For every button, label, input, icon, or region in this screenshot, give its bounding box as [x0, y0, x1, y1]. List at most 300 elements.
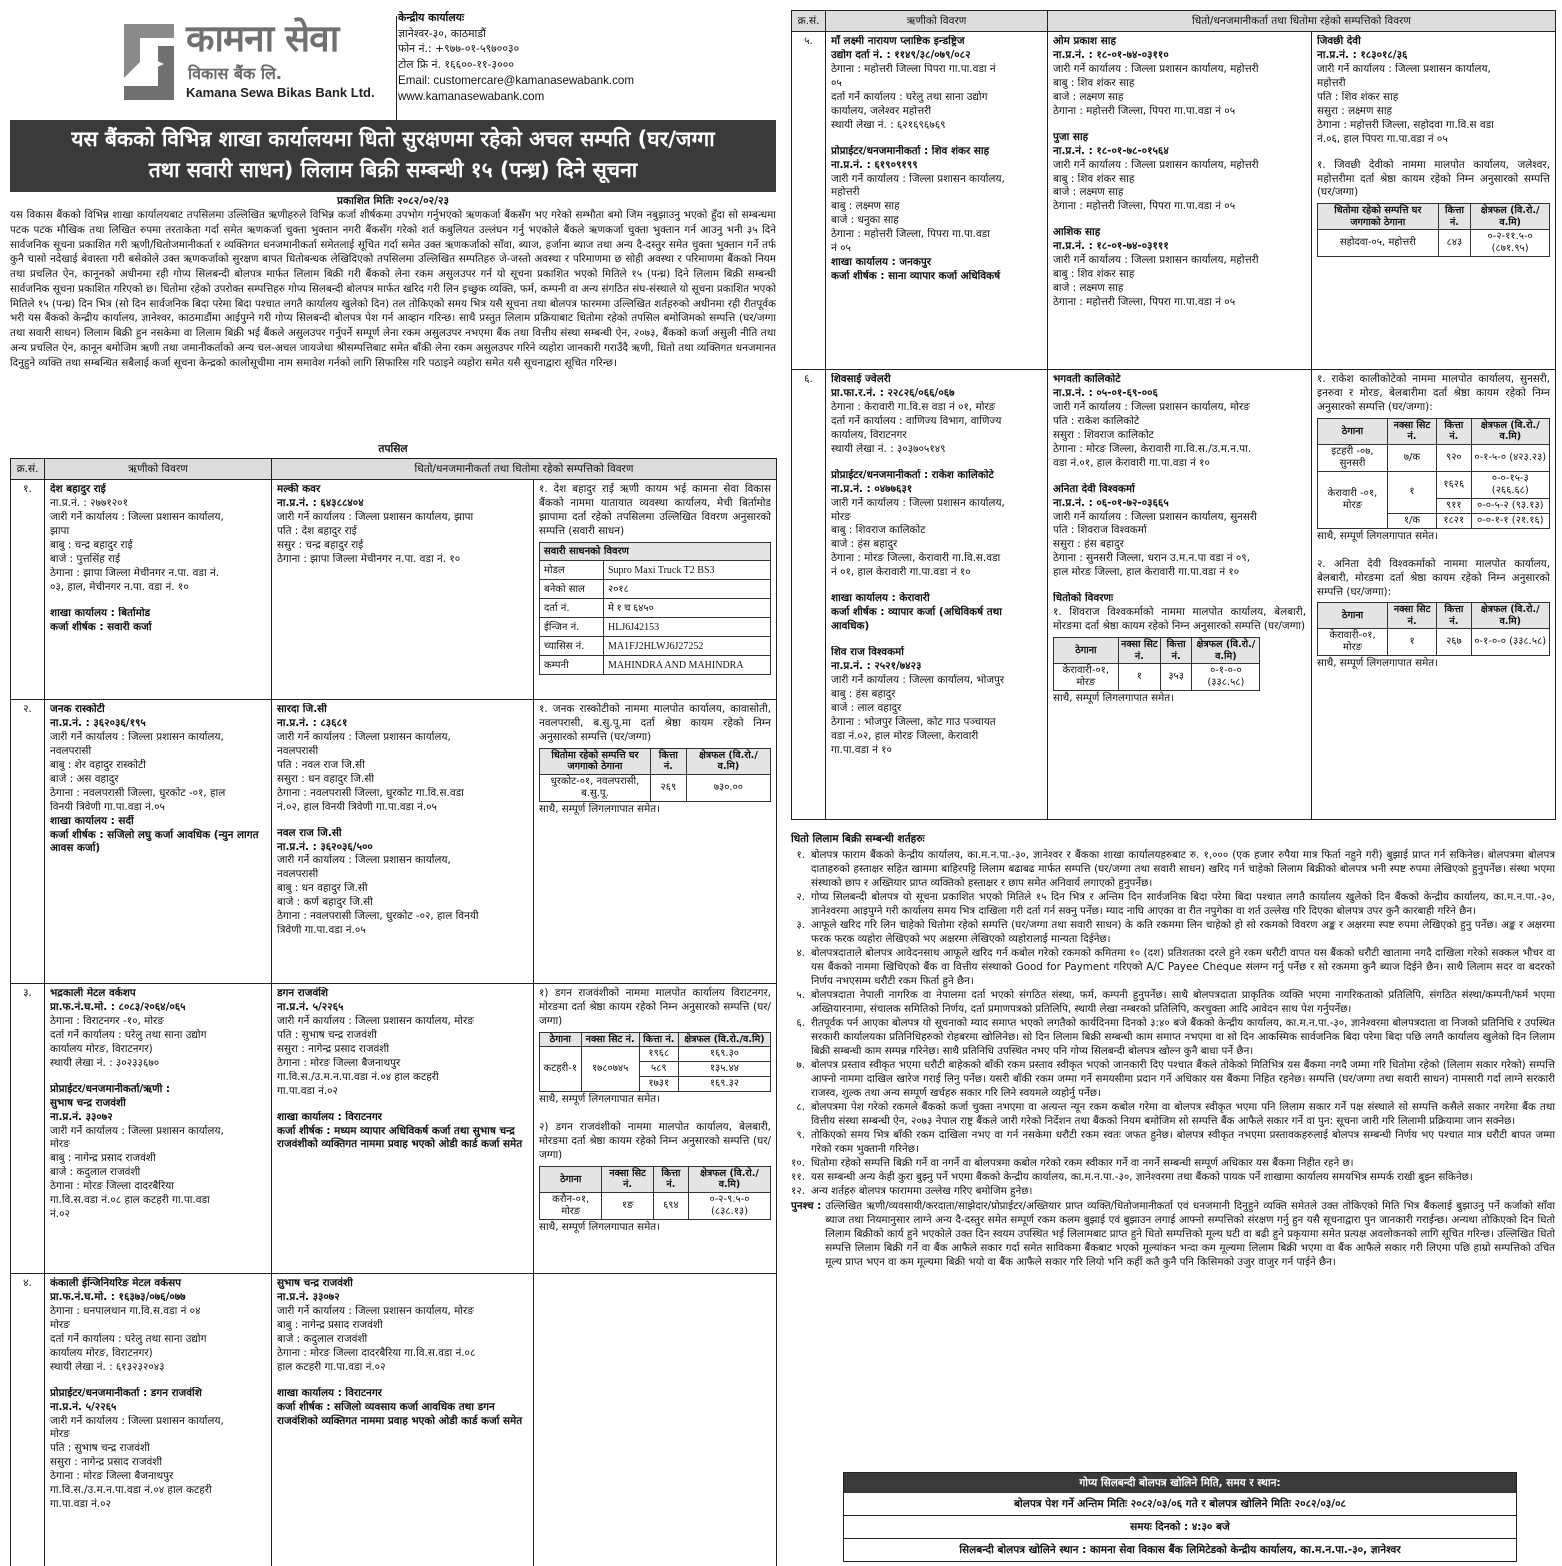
detail-line: बाबु : नागेन्द्र प्रसाद राजवंशी — [50, 1152, 156, 1165]
detail-line: ससुर : चन्द्र बहादुर राई — [277, 538, 364, 551]
detail-line: गा.पा.वडा नं.०२ — [50, 1498, 111, 1511]
conditions-list — [791, 848, 1555, 1198]
property-cell: कटहरी-१ — [540, 1047, 582, 1092]
detail-line: ठेगाना : धनपालथान गा.वि.स.वडा नं ०४ — [50, 1304, 201, 1317]
detail-line: जारी गर्ने कार्यालय : जिल्ला प्रशासन कार्यालय, — [50, 510, 224, 523]
punashcha-label: पुनश्च : — [791, 1200, 822, 1213]
office-title: केन्द्रीय कार्यालयः — [398, 11, 465, 24]
detail-line: ना.प्र.नं. : ३६२०३६/५०० — [277, 840, 373, 853]
guarantor-details — [1048, 370, 1312, 820]
detail-line: ठेगाना : झापा जिल्ला मेचीनगर न.पा. वडा नं. १० — [277, 552, 461, 565]
detail-line: जारी गर्ने कार्यालय : जिल्ला प्रशासन कार्यालय, — [277, 730, 451, 743]
detail-line: शाखा कार्यालय : विराटनगर — [277, 1386, 382, 1399]
condition-item — [791, 988, 1555, 1016]
detail-line: कार्यालय मोरङ, विराटनगर) — [50, 1346, 153, 1359]
guarantor-details-2 — [1317, 35, 1550, 147]
condition-item — [791, 848, 1555, 890]
condition-item — [791, 946, 1555, 988]
condition-text: तोकिएको समय भित्र बाँकी रकम दाखिला नभए वा गर्न नसकेमा धरौटी रकम स्वतः जफत हुनेछ। बोलपत्र स्वीकृत नभएमा प्रस्तावकहरुलाई बोलपत्र सम्बन्धी निर्णय भए पश्चात मात्र धरौटी बापत जम्मा गरेको रकम भुक्तानी गरिनेछ। — [811, 1129, 1555, 1156]
office-address: ज्ञानेश्वर-३०, काठमाडौं — [398, 26, 486, 40]
detail-line: ना.प्र.नं. ३३०७२ — [277, 1291, 340, 1303]
detail-line: प्रोप्राईटर/धनजमानीकर्ता/ऋणी : — [50, 1082, 171, 1095]
legal-note-2: साथै, सम्पूर्ण लिगलगापात समेत। — [1317, 657, 1439, 670]
property-description: १. जिवछी देवीको नाममा मालपोत कार्यालय, जलेश्वर, महोत्तरीमा दर्ता श्रेष्ठा कायम रहेको निम्न अनुसारको सम्पत्ति (घर/जग्गा) — [1317, 158, 1550, 199]
detail-line: पति : शिव शंकर साह — [1317, 90, 1399, 103]
spacer — [50, 1375, 266, 1387]
table-row — [11, 1274, 777, 1566]
punashcha-paragraph — [791, 1199, 1555, 1269]
detail-line: प्रोप्राईटर/धनजमानीकर्ता : राकेश कालिकोटे — [831, 468, 994, 481]
property-cell: धुरकोट-०१, नवलपरासी, ब.सु.पू. — [540, 774, 651, 801]
condition-number: १. — [796, 849, 805, 862]
detail-line: दर्ता गर्ने कार्यालय : वाणिज्य विभाग, वाणिज्य — [831, 414, 1002, 427]
ptable-col-area: क्षेत्रफल (वि.रो./व.मि) — [1471, 603, 1549, 629]
condition-item — [791, 1184, 1555, 1198]
detail-line: ठेगाना : केरावारी गा.वि.स वडा नं ०१, मोरङ — [831, 400, 996, 413]
detail-line: कार्यालय, विराटनगर — [831, 428, 907, 441]
condition-number: ५. — [796, 989, 805, 1002]
property-row — [540, 1047, 771, 1062]
borrower-details — [45, 480, 272, 700]
detail-line: बाजे : लक्ष्मण साह — [1053, 186, 1124, 199]
header-divider — [396, 16, 397, 120]
guarantor-list — [1053, 373, 1306, 606]
detail-line: ठेगाना : मोरङ जिल्ला बैजनाथपुर — [277, 1056, 401, 1069]
notice-title-banner — [10, 120, 776, 192]
property-cell: १७३१ — [639, 1077, 678, 1092]
condition-text: बोलपत्रदाता नेपाली नागरिक वा नेपालमा दर्ता भएको संगठित संस्था, फर्म, कम्पनी हुनुपर्नेछ। साथै बोलपत्रदाता प्राकृतिक व्यक्ति भएमा नागरिकताको प्रतिलिपि, संगठित संस्था/कम्पनी/फर्म भएमा अख्तियारनामा, संचालक समितिको निर्णय, दर्ता प्रमाणपत्रको प्रतिलिपि, स्थायी लेखा नम्बरको प्रतिलिपि, करचुक्ता आदि आवेदन साथ पेश गर्नुपर्नेछ। — [811, 989, 1555, 1016]
borrower-details — [45, 700, 272, 984]
property-cell: ५८९ — [639, 1062, 678, 1077]
detail-line: कार्यालय, जलेश्वर महोत्तरी — [831, 104, 932, 117]
spacer — [1053, 580, 1306, 592]
property-cell: ०-१-०-० (३३८.५८) — [1471, 629, 1549, 656]
property-cell: केरावारी-०१, मोरङ — [1054, 664, 1119, 691]
property-cell: ०-२-११.५-० (८७१.९५) — [1471, 230, 1550, 257]
property-description: १. राकेश कालीकोटेको नाममा मालपोत कार्यालय, सुनसरी, इनरुवा र मोरङ, बेलबारीमा दर्ता श्रेष्ठा कायम रहेको निम्न अनुसारको सम्पत्ति (घर/जग्गा): — [1317, 373, 1550, 413]
legal-note: साथै, सम्पूर्ण लिगलगापात समेत। — [539, 802, 661, 815]
detail-line: ठेगाना : मोरङ जिल्ला, केरावारी गा.वि.स./उ.म.न.पा. — [1053, 442, 1252, 455]
detail-line: जारी गर्ने कार्यालय : जिल्ला प्रशासन कार्यालय, — [831, 172, 1005, 185]
detail-line: महोत्तरी — [1317, 76, 1346, 89]
legal-note: साथै, सम्पूर्ण लिगलगापात समेत। — [1053, 692, 1175, 704]
row-number: ४. — [11, 1274, 45, 1566]
detail-line: बाबु : शेर वहादुर रास्कोटी — [50, 758, 146, 771]
detail-line: हाल कटहरी गा.पा.वडा नं.०२ — [277, 1360, 386, 1373]
detail-line: ठेगाना : महोत्तरी जिल्ला, पिपरा गा.पा.वडा नं ०५ — [1053, 104, 1236, 117]
detail-line: शाखा कार्यालय : बिर्तामोड — [50, 606, 151, 619]
col-guarantor: धितो/धनजमानीकर्ता तथा धितोमा रहेको सम्पत्तिको विवरण — [1048, 11, 1556, 32]
condition-number: ११. — [791, 1171, 805, 1184]
condition-text: रीतपूर्वक पर्न आएका बोलपत्र यो सूचनाको म्याद समाप्त भएको लगतैको कार्यदिनमा दिनको ३:४० बजे बैंकको केन्द्रीय कार्यालय, का.म.न.पा.-३०, ज्ञानेश्वरमा बोलपत्रदाता वा निजको प्रतिनिधि र उपस्थित सरकारी कार्यालयका प्रतिनिधिहरुको रोहबरमा खोलिनेछ। सो दिन लिलाम बिक्री सम्बन्धी काम समाप्त नभएमा वा सो दिन आकस्मिक सार्वजनिक बिदा परेमा बिदा पछि लगतै कार्यालय खुलेको दिन लिलाम बिक्री सम्बन्धी काम सम्पन्न गरिनेछ। साथै प्रतिनिधि उपस्थित नभए पनि गोप्य सिलबन्दी बोलपत्र खोल्न कुनै बाधा पर्ने छैन। — [811, 1017, 1555, 1058]
property-cell: ७/क — [1387, 444, 1436, 471]
detail-line: नवलपरासी — [50, 744, 92, 757]
detail-line: शाखा कार्यालय : केरावारी — [831, 592, 930, 605]
detail-line: ना.प्र.नं. : २७७१२०१ — [50, 497, 128, 509]
legal-note: साथै, सम्पूर्ण लिगलगापात समेत। — [1317, 529, 1439, 542]
detail-line: बाजे : धनुका साह — [831, 214, 899, 227]
detail-line: ठेगाना : महोत्तरी जिल्ला, पिपरा गा.पा.वडा नं ०५ — [1053, 296, 1236, 308]
notice-title-line1: यस बैंकको विभिन्न शाखा कार्यालयमा धितो सुरक्षणमा रहेको अचल सम्पति (घर/जग्गा — [71, 127, 715, 151]
property-table-2 — [1317, 602, 1550, 656]
detail-line: ससुरा : नागेन्द्र प्रसाद राजवंशी — [50, 1456, 163, 1469]
detail-line: ठेगाना : भोजपुर जिल्ला, कोट गाउ पञ्चायत — [831, 715, 996, 728]
detail-line: जारी गर्ने कार्यालय : जिल्ला प्रशासन कार्यालय, महोत्तरी — [1053, 254, 1259, 267]
detail-line: मोरङ — [50, 1428, 70, 1441]
vehicle-field-value: २०१८ — [604, 580, 771, 599]
ptable-col-map: नक्सा सिट नं. — [1388, 603, 1437, 629]
detail-line: पति : राकेश कालिकोटे — [1053, 414, 1140, 427]
property-cell: १७८०७४५ — [581, 1047, 639, 1092]
detail-line: जारी गर्ने कार्यालय : जिल्ला प्रशासन कार्यालय, मोरङ — [277, 1304, 474, 1317]
property-cell: १९६८ — [639, 1047, 678, 1062]
spacer — [277, 1375, 528, 1387]
spacer — [831, 133, 1042, 145]
detail-line: गा.वि.स.वडा नं.०८ हाल कटहरी गा.पा.वडा — [50, 1194, 210, 1207]
detail-line: जारी गर्ने कार्यालय : जिल्ला प्रशासन कार्यालय, — [50, 1124, 224, 1137]
detail-line: ना.प्र.नं. : १८-०१-७८-०१५६४ — [1053, 144, 1169, 157]
property-cell: १६९.३२ — [678, 1077, 770, 1092]
vehicle-row — [540, 599, 771, 618]
spacer — [831, 634, 1042, 646]
spacer — [1053, 471, 1306, 483]
property-cell: २६७ — [1437, 629, 1471, 656]
condition-text: यस सम्बन्धी अन्य केही कुरा बुझ्नु पर्ने भएमा बैंकको केन्द्रीय कार्यालय, का.म.न.पा.-३०, ज्ञानेश्वरमा तथा बैंकको पायक पर्ने शाखामा कार्यालय समयभित्र सम्पर्क राखी बुझ्न सकिनेछ। — [811, 1171, 1473, 1184]
detail-line: जारी गर्ने कार्यालय : जिल्ला प्रशासन कार्यालय, महोत्तरी — [1053, 158, 1259, 171]
detail-line: ना.प्र.नं. : १८-०१-७४-०३१११ — [1053, 240, 1169, 253]
auction-conditions — [791, 832, 1555, 1269]
auction-table-right — [791, 10, 1556, 820]
row-number: १. — [11, 480, 45, 700]
borrower-details — [826, 370, 1048, 820]
property-cell: ७३०.०० — [686, 774, 770, 801]
property-row — [540, 1192, 771, 1219]
detail-line: ठेगाना : महोत्तरी जिल्ला पिपरा गा.पा.वडा नं — [831, 62, 996, 75]
spacer — [277, 1099, 528, 1111]
condition-number: ९. — [796, 1129, 805, 1142]
ptable-col-kitta: कित्ता नं. — [1437, 418, 1472, 444]
ptable-col-place: ठेगाना — [1054, 638, 1119, 664]
detail-line: गा.वि.स./उ.म.न.पा.वडा नं.०४ हाल कटहरी — [50, 1484, 212, 1497]
detail-line: मल्की कवर — [277, 483, 321, 496]
detail-line: जारी गर्ने कार्यालय : जिल्ला प्रशासन कार्यालय, महोत्तरी — [1053, 62, 1259, 75]
detail-line: बाबु : नागेन्द्र प्रसाद राजवंशी — [277, 1318, 383, 1331]
property-cell: ०-०-५-२ (९३.१३) — [1471, 498, 1549, 513]
property-cell: १३५.४४ — [678, 1062, 770, 1077]
property-cell: १ — [1387, 471, 1436, 513]
detail-line: ना.प्र.नं. : ०६-०१-७२-०३६६५ — [1053, 496, 1169, 509]
detail-line: उद्योग दर्ता नं. : ११४९/३८/०७९/०८२ — [831, 49, 971, 61]
ptable-col-area: क्षेत्रफल (वि.रो./व.मि) — [1471, 418, 1549, 444]
detail-line: सुभाष चन्द्र राजवंशी — [277, 1277, 353, 1290]
ptable-col-place: ठेगाना — [540, 1166, 602, 1192]
condition-text: बोलपत्र फाराम बैंकको केन्द्रीय कार्यालय, का.म.न.पा.-३०, ज्ञानेश्वर र बैंकका शाखा कार्यालयहरुबाट रु. १,००० (एक हजार रुपैया मात्र फिर्ता नहुने गरी) बुझाई प्राप्त गर्न सकिनेछ। बोलपत्रमा बोलपत्र दाताहरुको हस्ताक्षर सहित खाममा बाहिरपट्टि लिलाम बढाबढ मार्फत सम्पत्ति (घर/जग्गा तथा सवारी साधन) खरिद गर्न चाहेको लिलाम बिक्रीको बोलपत्र भनी स्पष्ट रुपमा लेखिएको हुनुपर्नेछ। संस्था भएमा संस्थाको छाप र अख्तियार प्राप्त व्यक्तिको हस्ताक्षर र छाप समेत अनिवार्य लगाएको हुनुपर्नेछ। — [811, 849, 1555, 890]
detail-line: नवल राज जि.सी — [277, 826, 342, 839]
detail-line: अनिता देवी विश्वकर्मा — [1053, 482, 1135, 495]
property-table-2 — [539, 1166, 771, 1220]
spacer — [831, 457, 1042, 469]
property-cell: ०-१-०-० (३३८.५८) — [1192, 664, 1260, 691]
detail-line: कर्जा शीर्षक : सजिलो लघु कर्जा आवधिक (न्युन लागत आवस कर्जा) — [50, 828, 259, 855]
borrower-details — [826, 32, 1048, 370]
vehicle-field-value: HLJ6J42153 — [604, 618, 771, 637]
property-row — [540, 774, 771, 801]
detail-line: जारी गर्ने कार्यालय : जिल्ला प्रशासन कार्यालय, — [50, 730, 224, 743]
property-cell: १६९.३० — [678, 1047, 770, 1062]
detail-line: ओम प्रकाश साह — [1053, 35, 1116, 48]
detail-line: स्थायी लेखा नं. : ३०३७०५१४९ — [831, 442, 946, 455]
vehicle-row — [540, 580, 771, 599]
vehicle-field-label: ईन्जिन नं. — [540, 618, 604, 637]
spacer — [277, 815, 528, 827]
detail-line: बाजे : पुत्तसिंह राई — [50, 552, 121, 565]
detail-line: कर्जा शीर्षक : सजिलो व्यवसाय कर्जा आवधिक तथा डगन राजवंशिको व्यक्तिगत नाममा प्रवाह भएको ओडी कार्ड कर्जा समेत — [277, 1400, 523, 1427]
detail-line: पति : देश बहादुर राई — [277, 524, 357, 537]
condition-number: ७. — [796, 1059, 805, 1072]
property-description-2: २) डगन राजवंशीको नाममा मालपोत कार्यालय, बेलबारी, मोरङमा दर्ता श्रेष्ठा कायम रहेको निम्न अनुसारको सम्पत्ति (घर/जग्गा) — [539, 1121, 771, 1162]
detail-line: ठेगाना : मोरङ जिल्ला दादरबैरिया गा.वि.स.वडा नं.०८ — [277, 1346, 476, 1359]
property-cell: इटहरी -०७, सुनसरी — [1318, 444, 1388, 471]
detail-line: शिव राज विश्वकर्मा — [831, 646, 904, 658]
detail-line: मोरङ — [50, 1318, 70, 1331]
detail-line: स्थायी लेखा नं. : ३०२३३६७० — [50, 1056, 160, 1069]
ptable-col-place: ठेगाना — [540, 1032, 582, 1047]
detail-line: गा.पा.वडा नं १० — [831, 743, 892, 756]
office-email[interactable]: Email: customercare@kamanasewabank.com — [398, 73, 635, 87]
property-cell: सहोदवा-०५, महोत्तरी — [1318, 230, 1439, 257]
detail-line: नवलपरासी — [277, 744, 319, 757]
ptable-col-area: क्षेत्रफल (वि.रो./व.मि) — [1471, 204, 1550, 230]
vehicle-details-table — [539, 542, 771, 675]
ptable-col-area: क्षेत्रफल (वि.रो./व.मि) — [686, 748, 770, 774]
condition-text: गोप्य सिलबन्दी बोलपत्र यो सूचना प्रकाशित भएको मितिले १५ दिन भित्र र अन्तिम दिन सार्वजनिक बिदा परेमा बिदा पश्चात लगतै कार्यालय खुलेको दिन बैंकको केन्द्रीय कार्यालय, का.म.न.पा.-३०, ज्ञानेश्वरमा आइपुग्ने गरी कार्यालय समय भित्र दाखिला गरी दर्ता गर्न सक्नु पर्नेछ। म्याद नाघि आएका वा रीत नपुगेका वा शर्त उल्लेख गरि दिएका बोलपत्र उपर कुनै कारबाही गरिने छैन। — [811, 891, 1555, 918]
detail-line: ससुरा : हंस बहादुर — [1053, 538, 1124, 551]
detail-line: प्रा.फा.र.नं. : २२८२६/०६६/०६७ — [831, 387, 955, 399]
detail-line: प्रा.फ.नं.घ.मो. : १६३७३/०७६/०७७ — [50, 1291, 186, 1303]
condition-number: १०. — [791, 1157, 805, 1170]
detail-line: ससुरा : शिवराज कालिकोट — [1053, 428, 1154, 441]
condition-text: बोलपत्रदाताले बोलपत्र आवेदनसाथ आफूले खरिद गर्न कबोल गरेको रकमको कमितमा १० (दश) प्रतिशतका दरले हुने रकम धरौटी वापत यस बैंकको धरौटी खातामा नगदै दाखिला गरेको सक्कल भौचर वा यस बैंकको नाममा खिचिएको बैंक वा वित्तीय संस्थाको Good for Payment गरिएको A/C Payee Cheque संलग्न गर्नु पर्नेछ र सो रकममा कुनै ब्याज दिईने छैन। साथै लिलाम सदर वा बदरको निर्णय नभएसम्म धरौटी रकम फिर्ता हुने छैन। — [811, 947, 1555, 988]
property-description: १. देश बहादुर राई ऋणी कायम भई कामना सेवा विकास बैंकको नाममा यातायात व्यवस्था कार्यालय, मेची बिर्तामोड झापामा दर्ता रहेको तपसिलमा उल्लिखित विवरण अनुसारको सम्पत्ति (सवारी साधन) — [539, 483, 771, 537]
ptable-col-kitta: कित्ता नं. — [650, 748, 686, 774]
detail-line: सुभाष चन्द्र राजवंशी — [50, 1096, 126, 1109]
detail-line: बाबु : चन्द्र बहादुर राई — [50, 538, 133, 551]
property-cell: ०-०-१-१ (२१.१६) — [1471, 513, 1549, 528]
property-details — [1312, 370, 1556, 820]
vehicle-table-title: सवारी साधनको विवरण — [540, 542, 771, 560]
property-description-2: २. अनिता देवी विश्वकर्माको नाममा मालपोत कार्यालय, बेलबारी, मोरङमा दर्ता श्रेष्ठा कायम रहेको निम्न अनुसारको सम्पत्ति (घर/जग्गा): — [1317, 557, 1550, 598]
detail-line: भगवती कालिकोटे — [1053, 373, 1121, 386]
ptable-col-kitta: कित्ता नं. — [653, 1166, 688, 1192]
detail-line: ठेगाना : मोरङ जिल्ला बैजनाथपुर — [50, 1470, 174, 1483]
condition-item — [791, 918, 1555, 946]
bid-time: समयः दिनको : ४:३० बजे — [844, 1516, 1516, 1539]
detail-line: जारी गर्ने कार्यालय : जिल्ला प्रशासन कार्यालय, — [50, 1414, 224, 1427]
table-header-row — [792, 11, 1556, 32]
detail-line: महोत्तरी — [831, 186, 860, 199]
detail-line: पति : सुभाष चन्द्र राजवंशी — [277, 1028, 377, 1041]
condition-item — [791, 1156, 1555, 1170]
bid-opening-box — [843, 1472, 1517, 1562]
vehicle-field-value: MA1FJ2HLWJ6J27252 — [604, 637, 771, 656]
brand-subtitle-nepali: विकास बैंक लि. — [188, 64, 282, 83]
table-row — [11, 480, 777, 700]
detail-line: ससुरा : लक्ष्मण साह — [1317, 104, 1393, 117]
vehicle-field-label: च्यासिस नं. — [540, 637, 604, 656]
detail-line: जारी गर्ने कार्यालय : जिल्ला प्रशासन कार्यालय, — [1317, 62, 1491, 75]
detail-line: बाबु : शिव शंकर साह — [1053, 172, 1135, 185]
property-row — [1318, 230, 1550, 257]
property-details — [1312, 32, 1556, 370]
ptable-col-map: नक्सा सिट नं. — [581, 1032, 639, 1047]
property-row — [1318, 471, 1550, 498]
detail-line: बाबु : लक्ष्मण साह — [831, 200, 900, 213]
property-table — [1317, 203, 1550, 257]
col-sn: क्र.सं. — [11, 459, 45, 480]
condition-item — [791, 1100, 1555, 1128]
ptable-col-place: ठेगाना — [1318, 418, 1388, 444]
detail-line: ठेगाना : झापा जिल्ला मेचीनगर न.पा. वडा नं. — [50, 566, 220, 579]
detail-line: नं.०२ — [50, 1208, 70, 1221]
ptable-col-map: नक्सा सिट नं. — [602, 1166, 653, 1192]
detail-line: जारी गर्ने कार्यालय : जिल्ला कार्यालय, भोजपुर — [831, 673, 1005, 686]
detail-line: शाखा कार्यालय : जनकपुर — [831, 256, 932, 269]
property-cell: १ङ — [602, 1192, 653, 1219]
detail-line: बाजे : अस वहादुर — [50, 772, 119, 785]
spacer — [50, 595, 266, 607]
property-description: १. जनक रास्कोटीको नाममा मालपोत कार्यालय, कावासोती, नवलपरासी, ब.सु.पू.मा दर्ता श्रेष्ठा कायम रहेको निम्न अनुसारको सम्पत्ति (घर/जग्गा) — [539, 703, 771, 743]
vehicle-field-value: Supro Maxi Truck T2 BS3 — [604, 561, 771, 580]
property-cell: ८४३ — [1438, 230, 1471, 257]
property-row — [1318, 444, 1550, 471]
detail-line: बाबु : हंस बहादुर — [831, 687, 896, 700]
property-details — [534, 480, 777, 700]
ptable-col-map: नक्सा सिट नं. — [1118, 638, 1160, 664]
detail-line: जारी गर्ने कार्यालय : जिल्ला प्रशासन कार्यालय, मोरङ — [1053, 400, 1250, 413]
detail-line: बाजे : लाल वहादुर — [831, 701, 902, 714]
detail-line: स्थायी लेखा नं. : ६२१६९६७६९ — [831, 118, 946, 131]
detail-line: ना.प्र.नं. ३३०७२ — [50, 1110, 113, 1123]
detail-line: कर्जा शीर्षक : व्यापार कर्जा (अधिविकर्ष तथा आवधिक) — [831, 606, 1002, 633]
notice-title-line2: तथा सवारी साधन) लिलाम बिक्री सम्बन्धी १५ (पन्ध्र) दिने सूचना — [148, 158, 638, 182]
ptable-col-area: क्षेत्रफल (वि.रो./व.मि) — [689, 1166, 771, 1192]
property-cell: १ — [1118, 664, 1160, 691]
guarantor-details — [1048, 32, 1312, 370]
detail-line: पति : नवल राज जि.सी — [277, 758, 365, 771]
intro-paragraph: यस विकास बैंकको विभिन्न शाखा कार्यालयबाट तपसिलमा उल्लिखित ऋणीहरुले विभिन्न कर्जा शीर्षकमा उपभोग गर्नुभएको ऋणकर्जा बैंकसँग भए गरेको सम्भौता बमो जिम नबुझाउनु भएको हुँदा सो सम्बन्धमा पटक पटक मौखिक तथा लिखित रुपमा तरताकेता गर्दा समेत ऋणकर्जा चुक्ता भुक्तान नगरी बैंकसँग गरेको शर्त कबुलियत उल्लंघन गर्नु भएकोले बैंकले ऋणकर्जा चुक्ता भुक्तान गर्न आउनु भनी ३५ दिने सार्वजनिक सूचना प्रकाशित गरी ऋणी/धितोजमानीकर्ता र व्यक्तिगत धनजमानीकर्ता समेतलाई सूचित गर्दा समेत उक्त ऋणकर्जाको साँवा, ब्याज, हर्जाना ब्याज तथा अन्य दै-दस्तुर समेत चुक्ता भुक्तान गर्ने तर्फ कुनै चासो नदेखाई बेवास्ता गरी बसेकोले उक्त ऋणकर्जाको सुरक्षण बापत धितोबन्धक लेखिदिएको तपसिलमा उल्लिखित सम्पतिहरु जे-जस्तो अवस्था र परिमाणमा छ सोही अवस्था र परिमाणमा बैंकको नियम तथा प्रचलित ऐन, कानूनको अधीनमा रही गोप्य सिलबन्दी बोलपत्र मार्फत लिलाम बिक्री गरी बैंकको लेना रकम असुलउपर गर्न यो सूचना प्रकाशित भएको मितिले १५ (पन्ध्र) दिने लिलाम बिक्री सम्बन्धी सार्वजनिक सूचना प्रकाशित गरिएको छ। धितोमा रहेको उपरोक्त सम्पत्तिहरु गोप्य सिलबन्दी बोलपत्र मार्फत खरिद गरी लिन इच्छुक व्यक्ति, फर्म, कम्पनी वा अन्य संगठित संघ-संस्थाले यो सूचना प्रकाशित भएको मितिले १५ (पन्ध्र) दिन भित्र (सो दिन सार्वजनिक बिदा परेमा बिदा पश्चात लगतै कार्यालय खुलेको दिन) तल तोकिएको समय भित्र यसै सूचना तथा बोलपत्र फारममा उल्लिखित शर्तहरुको अधीनमा रही रीतपूर्वक भरी यस बैंकको केन्द्रीय कार्यालय, ज्ञानेश्वर, काठमाडौंमा आईपुग्ने गरी गोप्य सिलबन्दी बोलपत्र पेश गर्न आव्हान गरिन्छ। साथै प्रस्तुत लिलाम प्रक्रियाबाट धितोमा रहेको तपसिल बमोजिमको सम्पत्ति (घर/जग्गा तथा सवारी साधन) लिलाम बिक्री हुन नसकेमा वा लिलाम बिक्री भई बैंकले असुलउपर गर्नुपर्ने सम्पूर्ण लेना रकम असुलउपर नभएमा बैंक तथा वित्तीय संस्था सम्बन्धी ऐन, २०७३, बैंकको कर्जा असुली नीति तथा अन्य प्रचलित ऐन, कानून बमोजिम ऋणी तथा जमानीकर्ताको अन्य चल-अचल जायजेथा श्रीसम्पत्तिबाट समेत बाँकी लेना रकम असुलउपर गरिने व्यहोरा जानकारी गराउँदै ऋणी, धितो तथा व्यक्तिगत धनजमानत दिनुहुने व्यक्ति तथा सम्बन्धित सबैलाई कर्जा सूचना केन्द्रको कालोसूचीमा नाम समावेश गर्नको लागि सिफारिस गरि पठाइने व्यहोरा समेत यसै सूचनाद्वारा सूचित गरिन्छ। — [10, 209, 776, 369]
vehicle-field-label: मोडल — [540, 561, 604, 580]
central-office-contact — [398, 10, 778, 104]
auction-table-left — [10, 458, 777, 1566]
property-cell: ०-२-९.५-० (८३८.१३) — [689, 1192, 771, 1219]
detail-line: गा.पा.वडा नं.०२ — [277, 1084, 338, 1097]
property-cell: केरावारी-०१, मोरङ — [1318, 629, 1388, 656]
condition-number: २. — [796, 891, 805, 904]
bid-dates: बोलपत्र पेश गर्ने अन्तिम मितिः २०८२/०३/०६ गते र बोलपत्र खोलिने मितिः २०८२/०३/०८ — [844, 1493, 1516, 1516]
vehicle-field-label: बनेको साल — [540, 580, 604, 599]
row-number: ५. — [792, 32, 826, 370]
detail-line: देश बहादुर राई — [50, 483, 106, 496]
detail-line: प्रोप्राईटर/धनजमानीकर्ता : शिव शंकर साह — [831, 144, 990, 157]
detail-line: मोरङ — [831, 510, 851, 523]
detail-line: बाजे : कदुलाल राजवंशी — [277, 1332, 368, 1345]
property-table — [539, 1032, 771, 1093]
guarantor-property-table — [1053, 637, 1260, 691]
detail-line: मोरङ — [50, 1138, 70, 1151]
detail-line: नं.०६, हाल पिपरा गा.पा.वडा नं ०५ — [1317, 132, 1448, 145]
detail-line: कर्जा शीर्षक : साना व्यापार कर्जा अधिविकर्ष — [831, 270, 1001, 283]
detail-line: प्रा.फ.नं.घ.मो. : ८०८३/२०६४/०६५ — [50, 1001, 186, 1013]
ptable-col-area: क्षेत्रफल (वि.रो./व.मि) — [1192, 638, 1260, 664]
property-details — [534, 1274, 777, 1566]
detail-line: झापा — [50, 524, 70, 537]
condition-number: ४. — [796, 947, 805, 960]
detail-line: हाल मोरङ जिल्ला, हाल केरावारी गा.पा.वडा नं १० — [1053, 566, 1240, 579]
vehicle-row — [540, 561, 771, 580]
vehicle-row — [540, 618, 771, 637]
detail-line: शिवसाई ज्वेलरी — [831, 373, 891, 386]
detail-line: ना.प्र.नं. : ६१९०९१९९ — [831, 158, 918, 171]
office-website[interactable]: www.kamanasewabank.com — [398, 89, 545, 103]
detail-line: जिवछी देवी — [1317, 35, 1361, 48]
detail-line: ना.प्र.नं. : ०४७७६३१ — [831, 482, 913, 495]
vehicle-row — [540, 637, 771, 656]
condition-item — [791, 1128, 1555, 1156]
detail-line: शाखा कार्यालय : सर्दी — [50, 814, 134, 827]
property-table — [539, 748, 771, 802]
detail-line: जारी गर्ने कार्यालय : जिल्ला प्रशासन कार्यालय, — [277, 854, 451, 867]
detail-line: ना.प्र.नं. : ३६२०३६/१९५ — [50, 717, 146, 729]
detail-line: कार्यालय मोरङ, विराटनगर) — [50, 1042, 153, 1055]
condition-number: ६. — [796, 1017, 805, 1030]
property-cell: ३५३ — [1160, 664, 1191, 691]
property-cell: १ — [1388, 629, 1437, 656]
brand-name-english: Kamana Sewa Bikas Bank Ltd. — [186, 85, 375, 100]
ptable-col-kitta: कित्ता नं. — [639, 1032, 678, 1047]
detail-line: ठेगाना : विराटनगर -१०, मोरङ — [50, 1014, 164, 1027]
detail-line: बाजे : कर्ण बहादुर जि.सी — [277, 896, 373, 909]
detail-line: ना.प्र.नं. : ८३६८१ — [277, 717, 348, 729]
detail-line: नवलपरासी — [277, 868, 319, 881]
property-cell: २६९ — [650, 774, 686, 801]
detail-line: सारदा जि.सी — [277, 703, 327, 716]
detail-line: ठेगाना : नवलपरासी जिल्ला, धुरकोट -०१, हाल — [50, 786, 226, 799]
detail-line: बाजे : हंस बहादुर — [831, 538, 898, 551]
bank-logo — [118, 18, 394, 108]
detail-line: नं ०५ — [831, 242, 851, 255]
condition-item — [791, 890, 1555, 918]
ptable-col-kitta: कित्ता नं. — [1437, 603, 1471, 629]
spacer — [1053, 214, 1306, 226]
detail-line: ठेगाना : मोरङ जिल्ला, केरावारी गा.वि.स.वडा — [831, 552, 1001, 565]
ptable-col-map: नक्सा सिट नं. — [1387, 418, 1436, 444]
detail-line: ठेगाना : सुनसरी जिल्ला, धरान उ.म.न.पा वडा नं ०९, — [1053, 552, 1251, 565]
property-cell: १६२६ — [1437, 471, 1472, 498]
col-borrower: ऋणीको विवरण — [45, 459, 272, 480]
bid-location: सिलबन्दी बोलपत्र खोलिने स्थान : कामना सेवा विकास बैंक लिमिटेडको केन्द्रीय कार्यालय, का.म.न.पा.-३०, ज्ञानेश्वर — [959, 1544, 1401, 1557]
detail-line: भद्रकाली मेटल वर्कशप — [50, 987, 136, 1000]
ptable-col-kitta: कित्ता नं. — [1160, 638, 1191, 664]
detail-line: दर्ता गर्ने कार्यालय : घरेलु तथा साना उद्योग — [50, 1332, 207, 1345]
table-header-row — [11, 459, 777, 480]
property-table — [1317, 418, 1550, 529]
detail-line: दर्ता गर्ने कार्यालय : घरेलु तथा साना उद्योग — [831, 90, 988, 103]
detail-line: नं ०१, हाल केरावारी गा.पा.वडा नं १० — [831, 566, 971, 579]
detail-line: गा.वि.स./उ.म.न.पा.वडा नं.०४ हाल कटहरी — [277, 1070, 439, 1083]
table-row — [11, 984, 777, 1274]
row-number: ३. — [11, 984, 45, 1274]
tapsil-heading: तपसिल — [378, 443, 408, 455]
